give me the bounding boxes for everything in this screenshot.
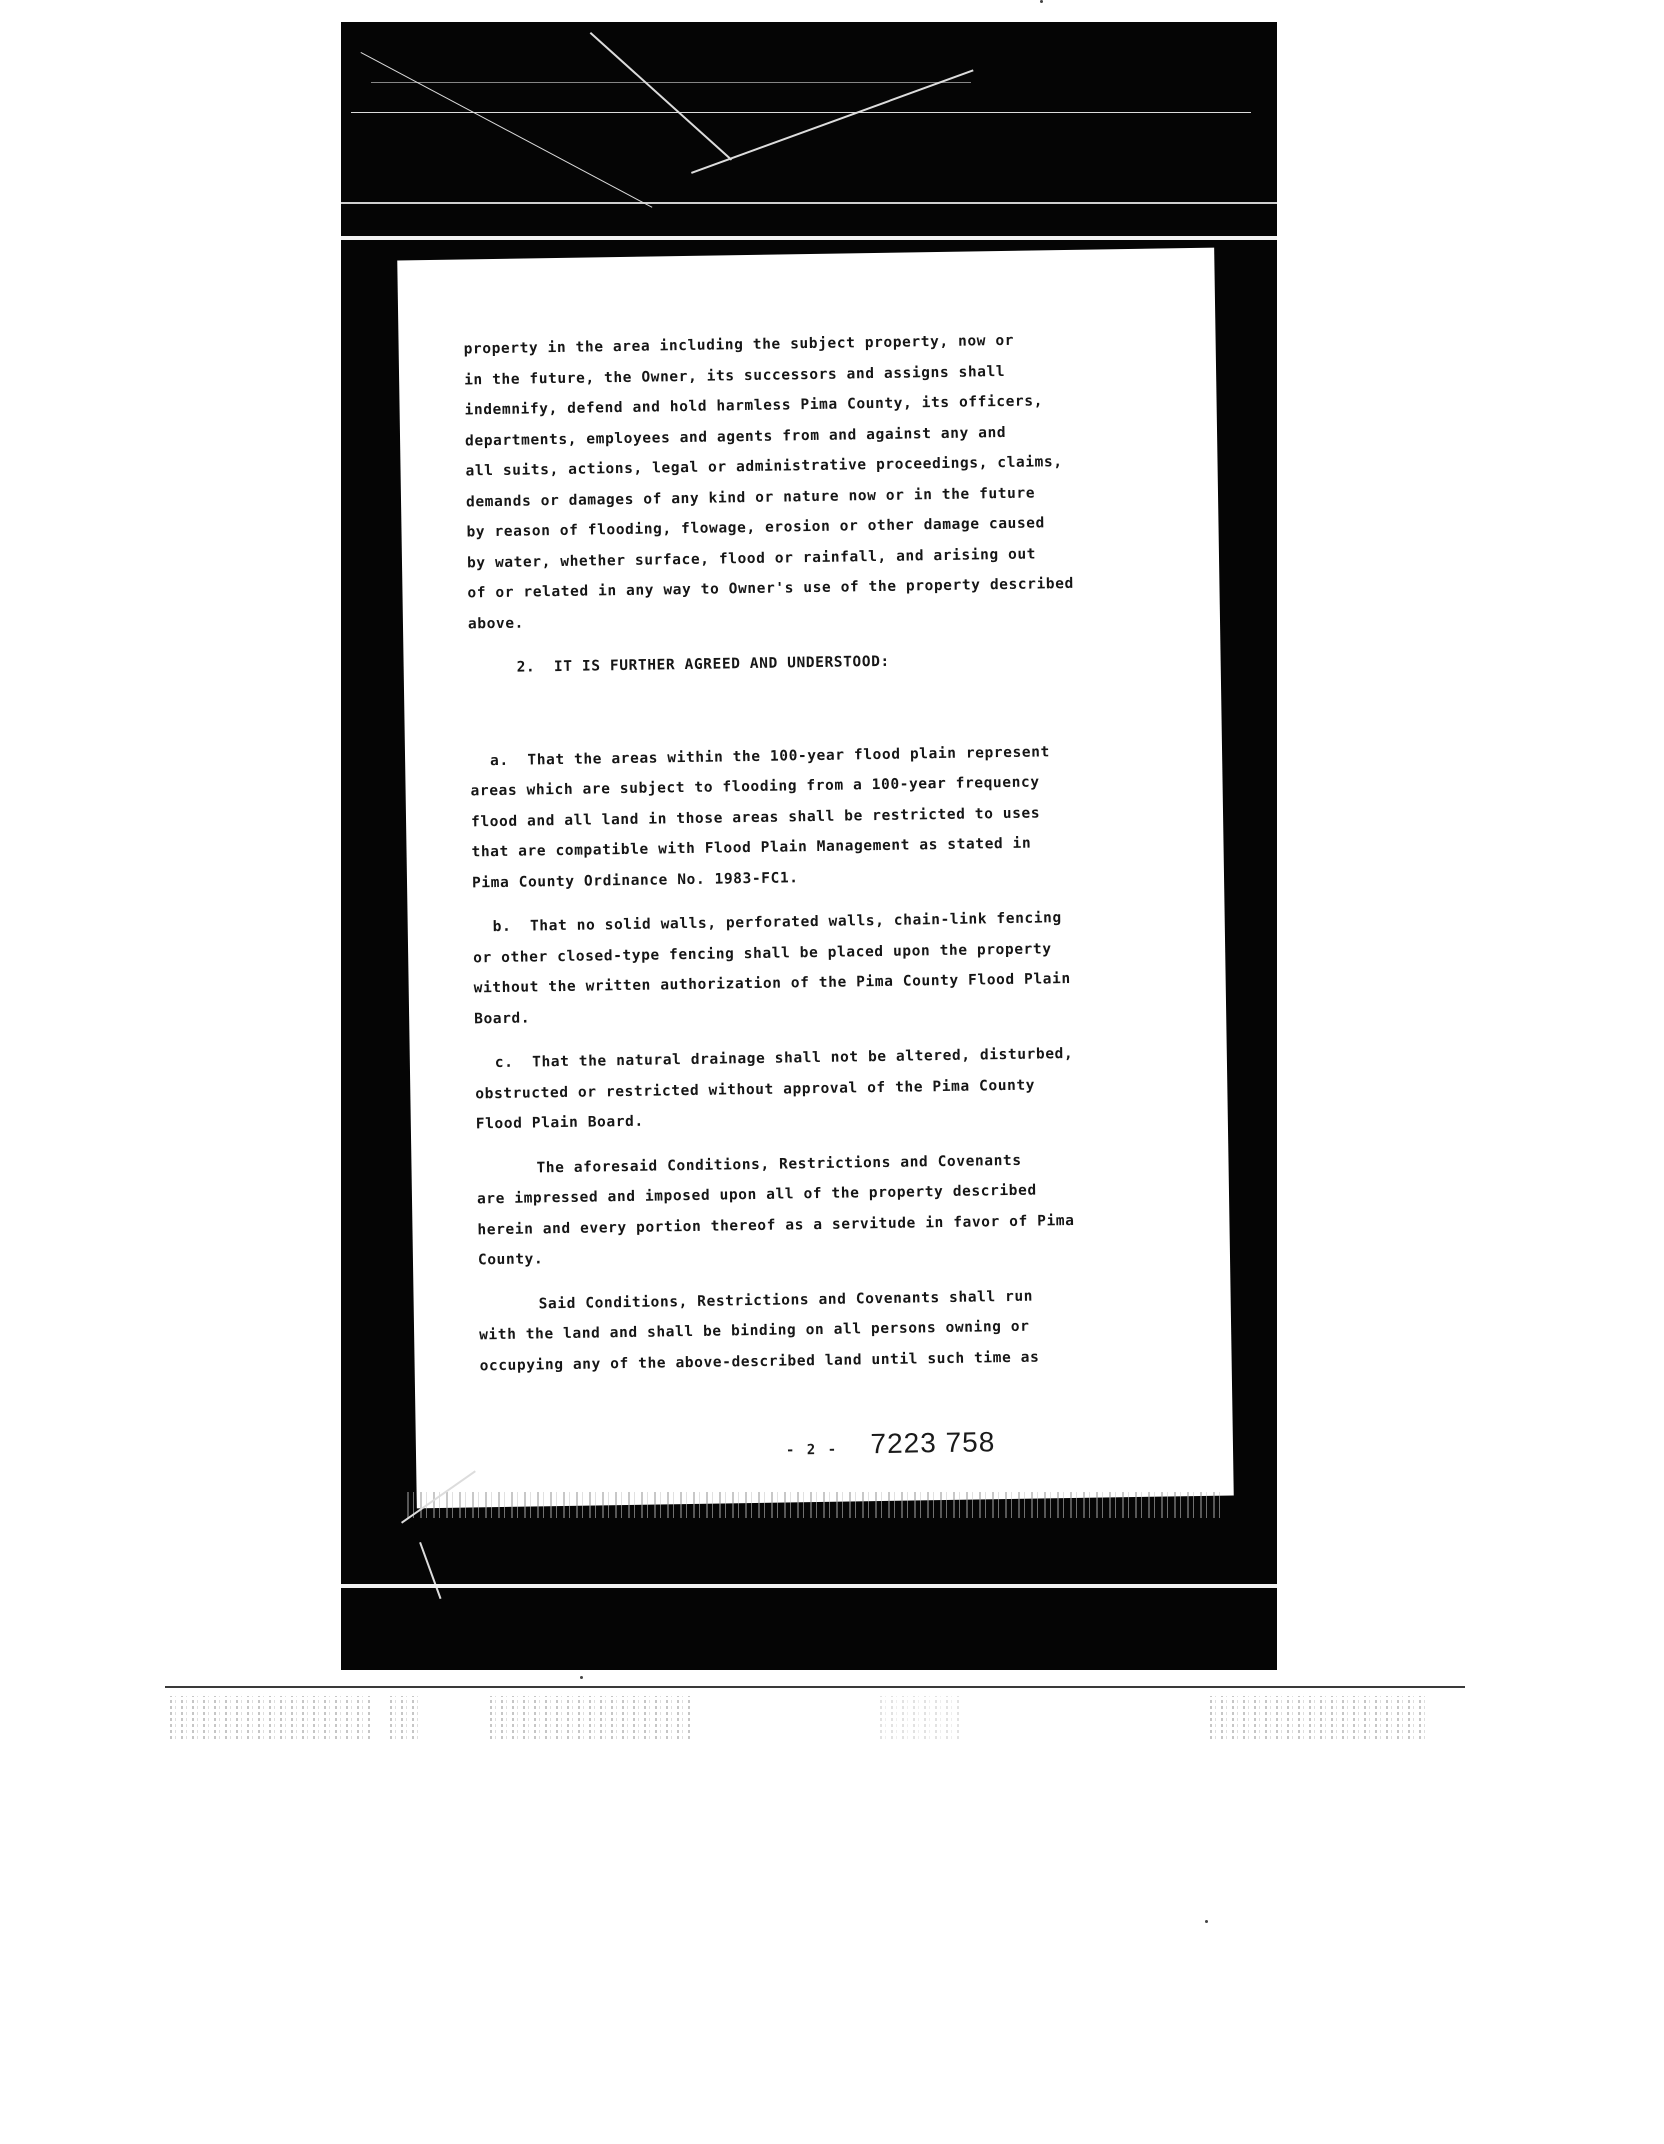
- document-page: [397, 248, 1234, 1509]
- clause-a: a. That the areas within the 100-year flood plain represent areas which are subject to flooding from a 100-year frequency flood and all land in those areas shall be restricted to uses that are compatible with Flood Plain Management as stated in Pima County Ordinance No. 1983-FC1.: [470, 743, 1050, 891]
- book-reference: 7223 758: [870, 1426, 996, 1460]
- document-body: [463, 324, 1119, 1381]
- scan-scratch: [691, 69, 974, 173]
- copier-speckle: [170, 1696, 370, 1742]
- copier-speckle: [1210, 1696, 1430, 1742]
- scan-scratch: [351, 112, 1251, 113]
- bottom-band-edge: [341, 1584, 1277, 1588]
- scan-scratch: [371, 82, 971, 83]
- scan-noise-strip: [407, 1492, 1224, 1518]
- scan-scratch: [419, 1542, 441, 1599]
- scan-dot: [1205, 1920, 1208, 1923]
- paragraph-indemnity: property in the area including the subject property, now or in the future, the Owner, its successors and assigns shall indemnify, defend and hold harmless Pima County, its officers, departments, employees and agents from and against any and all suits, actions, legal or administrative proceedings, claims, demands or damages of any kind or nature now or in the future by reason of flooding, flowage, erosion or other damage caused by water, whether surface, flood or rainfall, and arising out of or related in any way to Owner's use of the property described above.: [463, 332, 1074, 632]
- paragraph-conditions: The aforesaid Conditions, Restrictions and Covenants are impressed and imposed upon all of the property described herein and every portion thereof as a servitude in favor of Pima County.: [476, 1152, 1075, 1269]
- top-band-edge: [341, 236, 1277, 240]
- scan-dot: [1040, 0, 1043, 3]
- clause-c: c. That the natural drainage shall not be altered, disturbed, obstructed or restricted without approval of the Pima County Flood Plain Board.: [475, 1045, 1074, 1133]
- page-number: - 2 -: [785, 1441, 839, 1459]
- copier-edge-line: [165, 1686, 1465, 1688]
- copier-speckle: [390, 1696, 420, 1742]
- scanned-page-frame: [341, 22, 1277, 1670]
- paragraph-run-with-land: Said Conditions, Restrictions and Covenants shall run with the land and shall be binding on all persons owning or occupying any of the above-described land until such time as: [479, 1288, 1040, 1374]
- scan-dot: [580, 1676, 583, 1679]
- copier-speckle: [490, 1696, 690, 1742]
- section-heading: 2. IT IS FURTHER AGREED AND UNDERSTOOD:: [516, 653, 890, 676]
- scan-scratch: [361, 52, 653, 208]
- page-footer: [786, 1425, 1106, 1462]
- copier-speckle: [880, 1696, 960, 1742]
- scan-scratch: [590, 32, 733, 161]
- top-band-line: [341, 202, 1277, 204]
- clause-b: b. That no solid walls, perforated walls, chain-link fencing or other closed-type fencing shall be placed upon the property without the written authorization of the Pima County Flood Plain Board.: [473, 910, 1071, 1027]
